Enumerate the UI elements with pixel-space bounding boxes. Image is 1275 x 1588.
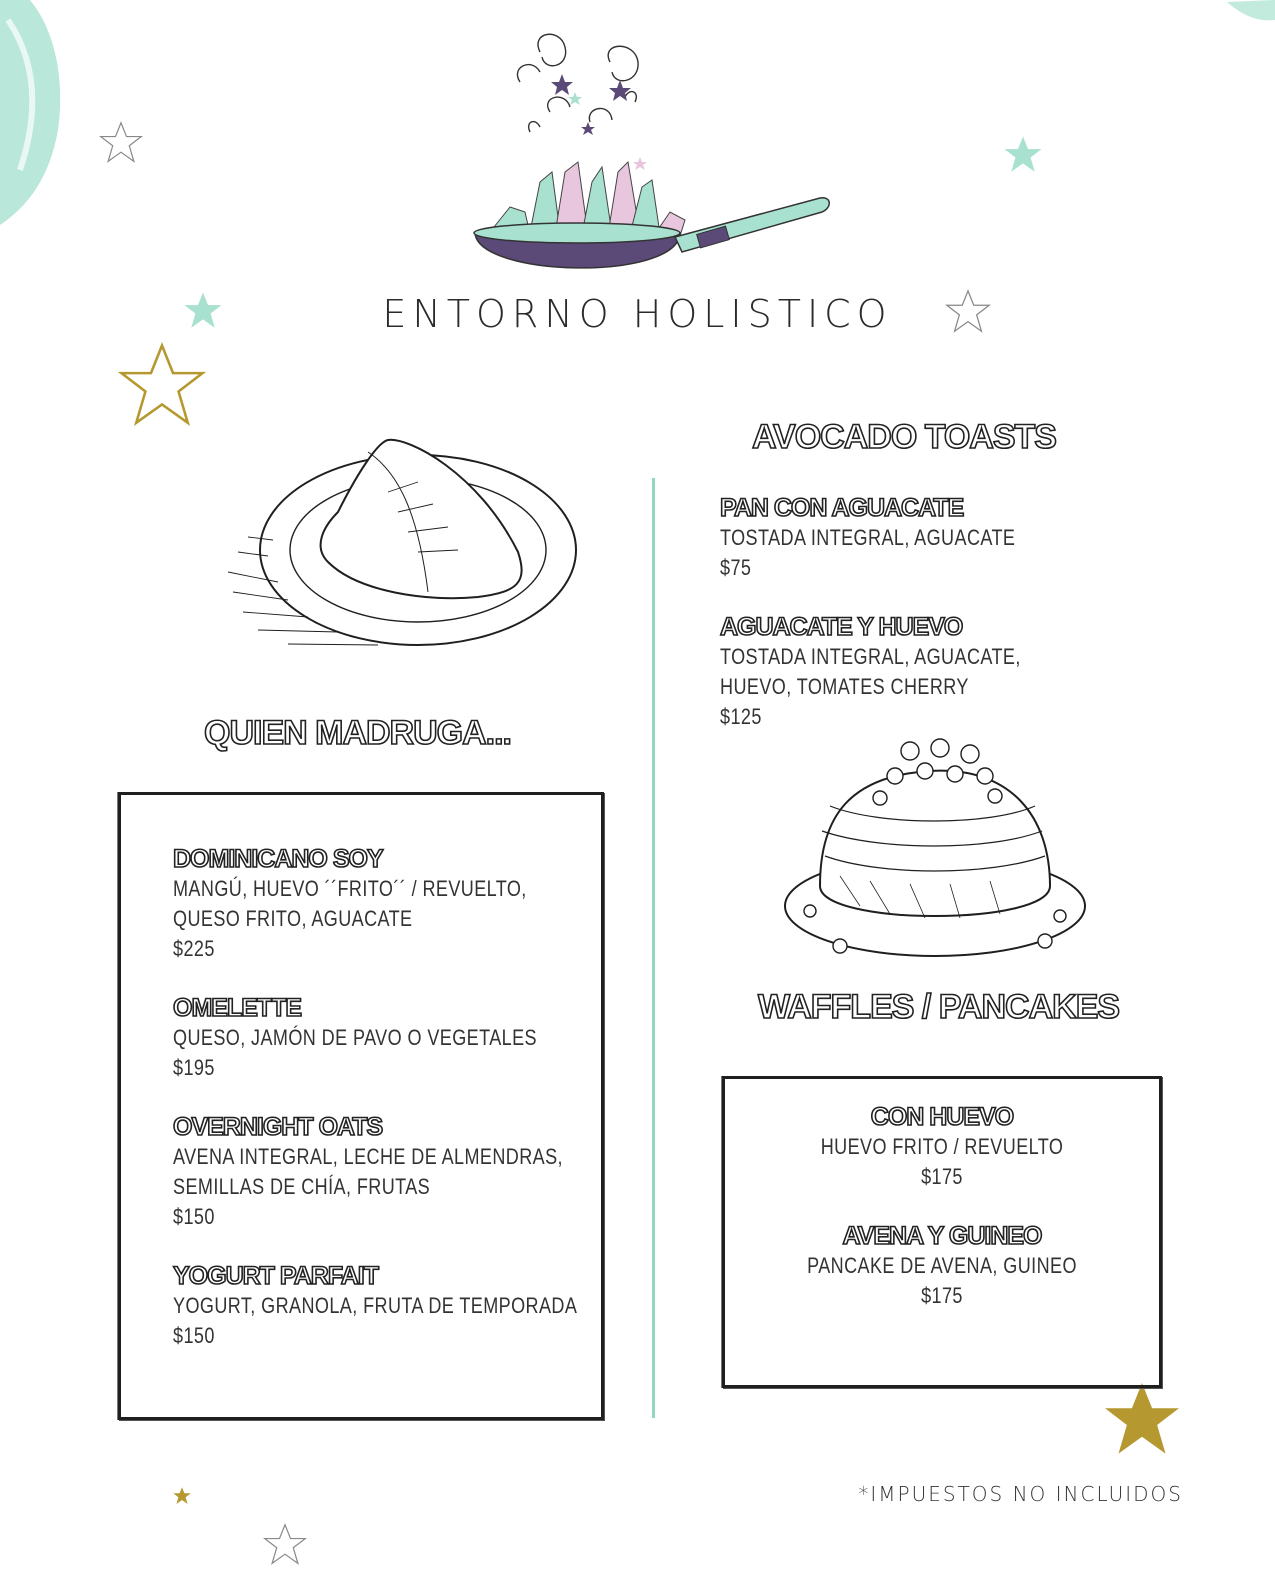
mint-brush-decoration xyxy=(0,0,70,230)
item-name: YOGURT PARFAIT xyxy=(173,1262,378,1290)
star-icon xyxy=(116,340,208,432)
taxes-note: *IMPUESTOS NO INCLUIDOS xyxy=(858,1482,1183,1506)
item-desc: SEMILLAS DE CHÍA, FRUTAS xyxy=(173,1174,431,1199)
item-desc: PANCAKE DE AVENA, GUINEO xyxy=(807,1253,1077,1278)
star-icon xyxy=(98,120,144,166)
item-desc: HUEVO FRITO / REVUELTO xyxy=(820,1134,1064,1159)
item-desc: AVENA INTEGRAL, LECHE DE ALMENDRAS, xyxy=(173,1144,563,1169)
star-icon xyxy=(172,1486,192,1506)
omelette-plate-icon xyxy=(218,432,580,662)
section-title-quien-madruga: QUIEN MADRUGA... xyxy=(204,714,511,752)
item-price: $75 xyxy=(720,555,752,580)
item-name: OVERNIGHT OATS xyxy=(173,1113,383,1141)
pancake-stack-icon xyxy=(780,736,1096,968)
section-title-waffles-pancakes: WAFFLES / PANCAKES xyxy=(758,988,1120,1026)
star-icon xyxy=(262,1522,308,1568)
menu-item xyxy=(173,1113,601,1232)
item-name: AGUACATE Y HUEVO xyxy=(720,613,963,641)
menu-item xyxy=(725,1222,1159,1311)
item-desc: TOSTADA INTEGRAL, AGUACATE, xyxy=(720,644,1021,669)
avocado-toasts-list xyxy=(720,494,1120,762)
item-price: $195 xyxy=(173,1055,215,1080)
item-price: $150 xyxy=(173,1323,215,1348)
item-desc: QUESO FRITO, AGUACATE xyxy=(173,906,413,931)
item-desc: TOSTADA INTEGRAL, AGUACATE xyxy=(720,525,1016,550)
item-price: $175 xyxy=(921,1283,963,1308)
menu-item xyxy=(725,1103,1159,1192)
item-price: $175 xyxy=(921,1164,963,1189)
pan-crystals-icon xyxy=(470,22,832,284)
item-desc: HUEVO, TOMATES CHERRY xyxy=(720,674,969,699)
item-desc: QUESO, JAMÓN DE PAVO O VEGETALES xyxy=(173,1025,537,1050)
item-price: $150 xyxy=(173,1204,215,1229)
column-divider xyxy=(652,478,655,1418)
item-name: OMELETTE xyxy=(173,994,302,1022)
left-menu-box xyxy=(118,792,604,1420)
item-price: $225 xyxy=(173,936,215,961)
menu-item xyxy=(720,613,1120,732)
star-icon xyxy=(1002,134,1044,176)
mint-brush-decoration-right xyxy=(1222,0,1275,30)
menu-item xyxy=(173,994,601,1083)
menu-item xyxy=(173,845,601,964)
brand-name: ENTORNO HOLISTICO xyxy=(382,292,893,336)
section-title-avocado-toasts: AVOCADO TOASTS xyxy=(752,418,1056,456)
item-price: $125 xyxy=(720,704,762,729)
item-name: PAN CON AGUACATE xyxy=(720,494,964,522)
right-menu-box xyxy=(722,1076,1162,1388)
menu-item xyxy=(720,494,1120,583)
menu-item xyxy=(173,1262,601,1351)
item-name: DOMINICANO SOY xyxy=(173,845,383,873)
star-icon xyxy=(1100,1378,1184,1462)
item-name: AVENA Y GUINEO xyxy=(842,1222,1042,1250)
item-desc: YOGURT, GRANOLA, FRUTA DE TEMPORADA xyxy=(173,1293,578,1318)
item-name: CON HUEVO xyxy=(870,1103,1014,1131)
item-desc: MANGÚ, HUEVO ´´FRITO´´ / REVUELTO, xyxy=(173,876,527,901)
